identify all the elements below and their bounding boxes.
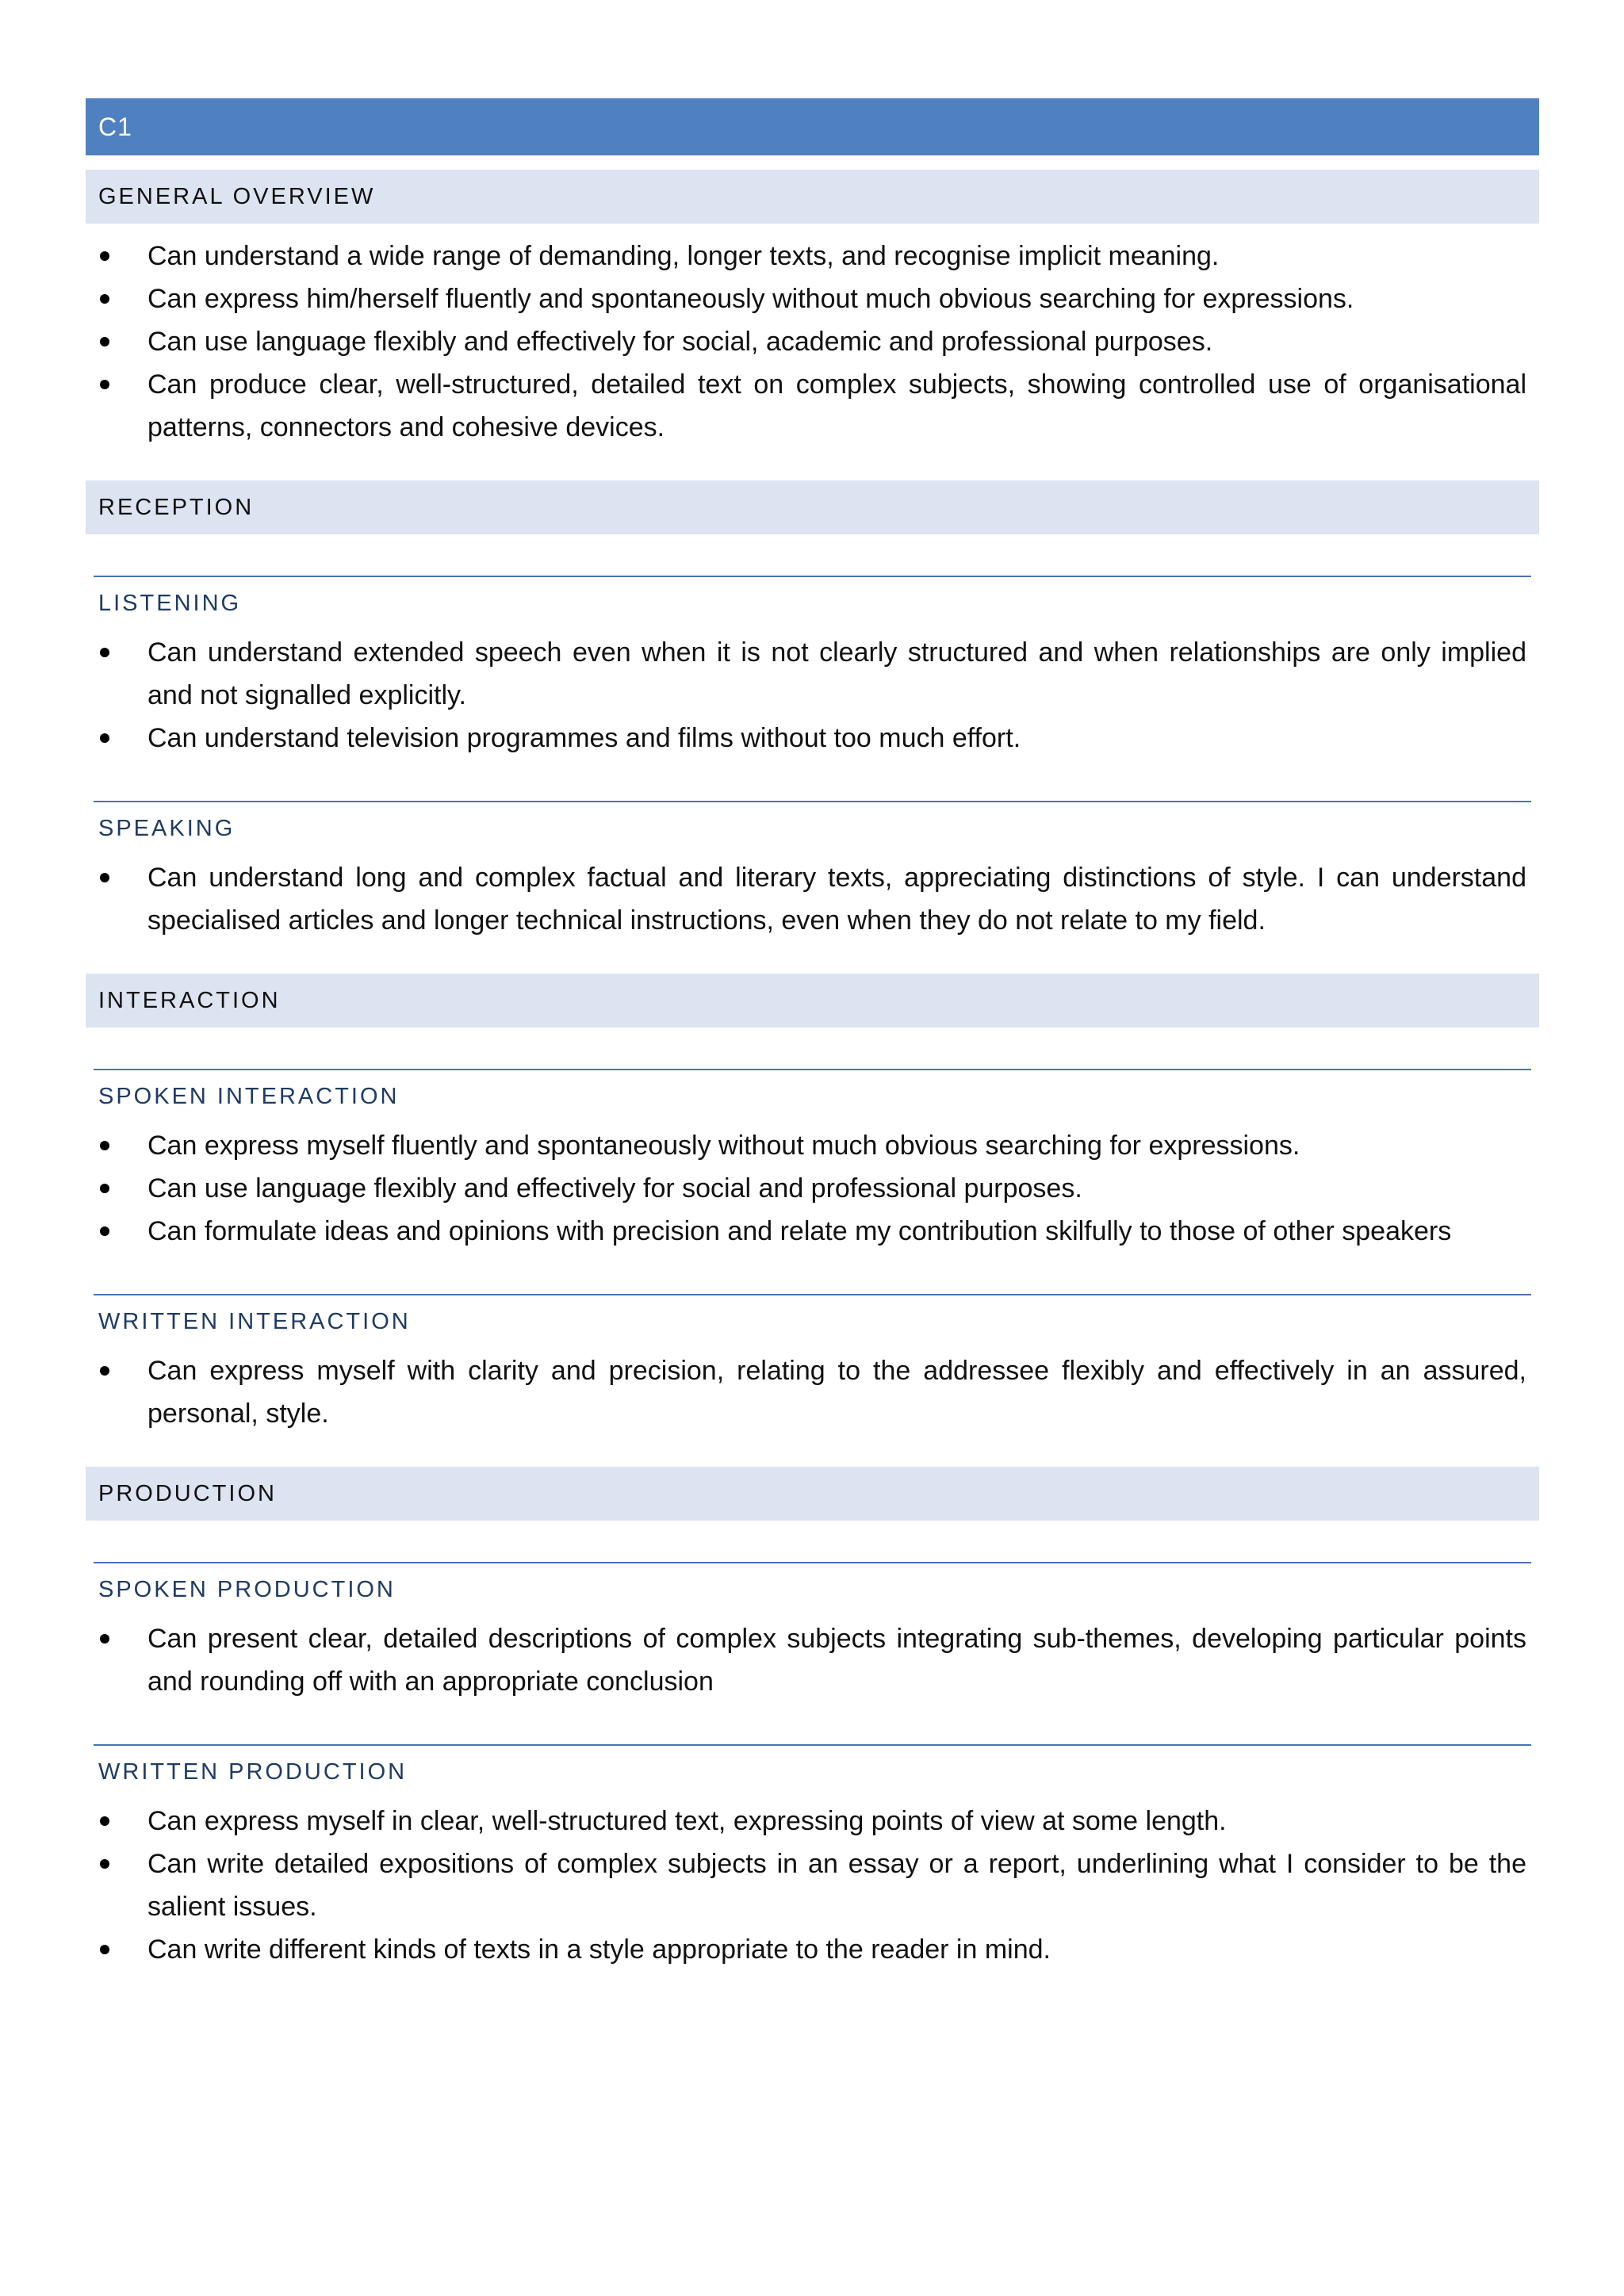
list-item: Can write detailed expositions of complex subjects in an essay or a report, underlining what I consider to be the salient issues.	[86, 1843, 1539, 1928]
listening-list	[86, 631, 1539, 760]
list-item: Can understand long and complex factual and literary texts, appreciating distinctions of style. I can understand specialised articles and longer technical instructions, even when they do not relate to my field.	[86, 856, 1539, 942]
list-item: Can understand a wide range of demanding, longer texts, and recognise implicit meaning.	[86, 235, 1539, 277]
section-general-overview: GENERAL OVERVIEW	[86, 170, 1539, 224]
section-interaction: INTERACTION	[86, 974, 1539, 1027]
list-item: Can understand extended speech even when it is not clearly structured and when relationships are only implied and not signalled explicitly.	[86, 631, 1539, 717]
list-item: Can express him/herself fluently and spontaneously without much obvious searching for expressions.	[86, 277, 1539, 320]
section-reception: RECEPTION	[86, 480, 1539, 534]
list-item: Can express myself in clear, well-structured text, expressing points of view at some length.	[86, 1800, 1539, 1843]
section-production: PRODUCTION	[86, 1467, 1539, 1521]
subsection-written-interaction: WRITTEN INTERACTION	[94, 1294, 1531, 1338]
spoken-interaction-list	[86, 1124, 1539, 1253]
subsection-written-production: WRITTEN PRODUCTION	[94, 1744, 1531, 1789]
list-item: Can understand television programmes and films without too much effort.	[86, 717, 1539, 760]
general-overview-list	[86, 235, 1539, 449]
subsection-spoken-production: SPOKEN PRODUCTION	[94, 1562, 1531, 1606]
subsection-speaking: SPEAKING	[94, 801, 1531, 845]
list-item: Can write different kinds of texts in a style appropriate to the reader in mind.	[86, 1928, 1539, 1971]
subsection-spoken-interaction: SPOKEN INTERACTION	[94, 1069, 1531, 1113]
speaking-list	[86, 856, 1539, 942]
subsection-listening: LISTENING	[94, 576, 1531, 620]
level-header: C1	[86, 98, 1539, 155]
list-item: Can use language flexibly and effectively for social, academic and professional purposes.	[86, 320, 1539, 363]
written-production-list	[86, 1800, 1539, 1971]
list-item: Can produce clear, well-structured, detailed text on complex subjects, showing controlled use of organisational patterns, connectors and cohesive devices.	[86, 363, 1539, 449]
list-item: Can present clear, detailed descriptions of complex subjects integrating sub-themes, developing particular points and rounding off with an appropriate conclusion	[86, 1617, 1539, 1703]
spoken-production-list	[86, 1617, 1539, 1703]
list-item: Can formulate ideas and opinions with precision and relate my contribution skilfully to those of other speakers	[86, 1210, 1539, 1253]
document-content	[86, 98, 1539, 1971]
list-item: Can express myself with clarity and precision, relating to the addressee flexibly and effectively in an assured, personal, style.	[86, 1349, 1539, 1435]
list-item: Can use language flexibly and effectively for social and professional purposes.	[86, 1167, 1539, 1210]
written-interaction-list	[86, 1349, 1539, 1435]
list-item: Can express myself fluently and spontaneously without much obvious searching for expressions.	[86, 1124, 1539, 1167]
